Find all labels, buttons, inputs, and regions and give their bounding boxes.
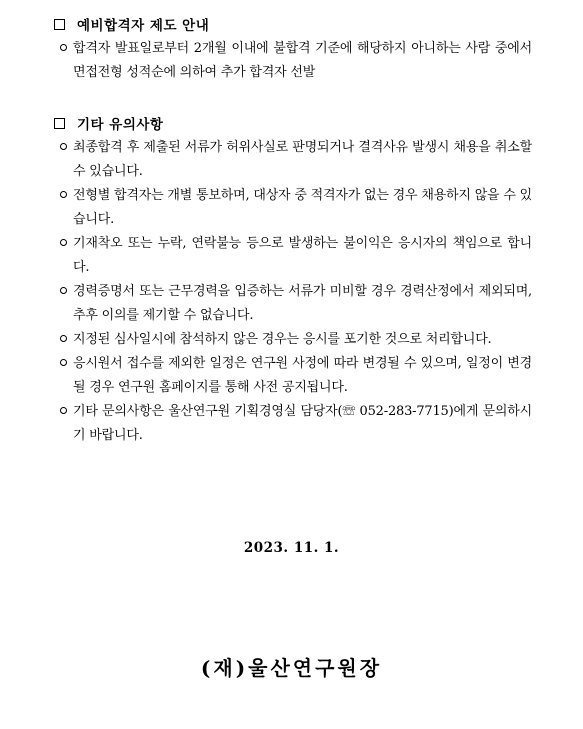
- list-item-text: 기타 문의사항은 울산연구원 기획경영실 담당자(☏ 052-283-7715)에게 문의하시기 바랍니다.: [73, 404, 532, 443]
- list-item-text: 응시원서 접수를 제외한 일정은 연구원 사정에 따라 변경될 수 있으며, 일정이 변경될 경우 연구원 홈페이지를 통해 사전 공지됩니다.: [73, 356, 532, 395]
- section-title: 기타 유의사항: [77, 117, 164, 133]
- list-item-text: 합격자 발표일로부터 2개월 이내에 불합격 기준에 해당하지 아니하는 사람 중에서 면접전형 성적순에 의하여 추가 합격자 선발: [73, 41, 532, 80]
- section-reserve-candidates: [54, 14, 534, 85]
- notice-date: 2023. 11. 1.: [243, 540, 340, 556]
- checkbox-square-icon: [54, 118, 65, 129]
- list-item-text: 전형별 합격자는 개별 통보하며, 대상자 중 적격자가 없는 경우 채용하지 않을 수 있습니다.: [73, 188, 532, 227]
- list-item: [54, 280, 534, 328]
- list-item-text: 최종합격 후 제출된 서류가 허위사실로 판명되거나 결격사유 발생시 채용을 취소할 수 있습니다.: [73, 140, 532, 179]
- circle-bullet-icon: [60, 191, 67, 198]
- item-list: [54, 37, 534, 85]
- circle-bullet-icon: [60, 335, 67, 342]
- list-item-text: 기재착오 또는 누락, 연락불능 등으로 발생하는 불이익은 응시자의 책임으로 합니다.: [73, 236, 532, 275]
- circle-bullet-icon: [60, 44, 67, 51]
- section-title: 예비합격자 제도 안내: [77, 18, 210, 34]
- list-item: [54, 136, 534, 184]
- list-item: [54, 328, 534, 352]
- list-item: [54, 232, 534, 280]
- checkbox-square-icon: [54, 19, 65, 30]
- circle-bullet-icon: [60, 287, 67, 294]
- list-item-text: 경력증명서 또는 근무경력을 입증하는 서류가 미비할 경우 경력산정에서 제외되며, 추후 이의를 제기할 수 없습니다.: [73, 284, 532, 323]
- circle-bullet-icon: [60, 407, 67, 414]
- circle-bullet-icon: [60, 143, 67, 150]
- list-item: [54, 400, 534, 448]
- list-item: [54, 352, 534, 400]
- item-list: [54, 136, 534, 448]
- section-header: [54, 14, 534, 34]
- list-item-text: 지정된 심사일시에 참석하지 않은 경우는 응시를 포기한 것으로 처리합니다.: [73, 332, 492, 347]
- circle-bullet-icon: [60, 359, 67, 366]
- list-item: [54, 184, 534, 232]
- list-item: [54, 37, 534, 85]
- section-other-notes: [54, 113, 534, 448]
- issuer-signature-line: (재)울산연구원장: [200, 656, 383, 680]
- section-header: [54, 113, 534, 133]
- circle-bullet-icon: [60, 239, 67, 246]
